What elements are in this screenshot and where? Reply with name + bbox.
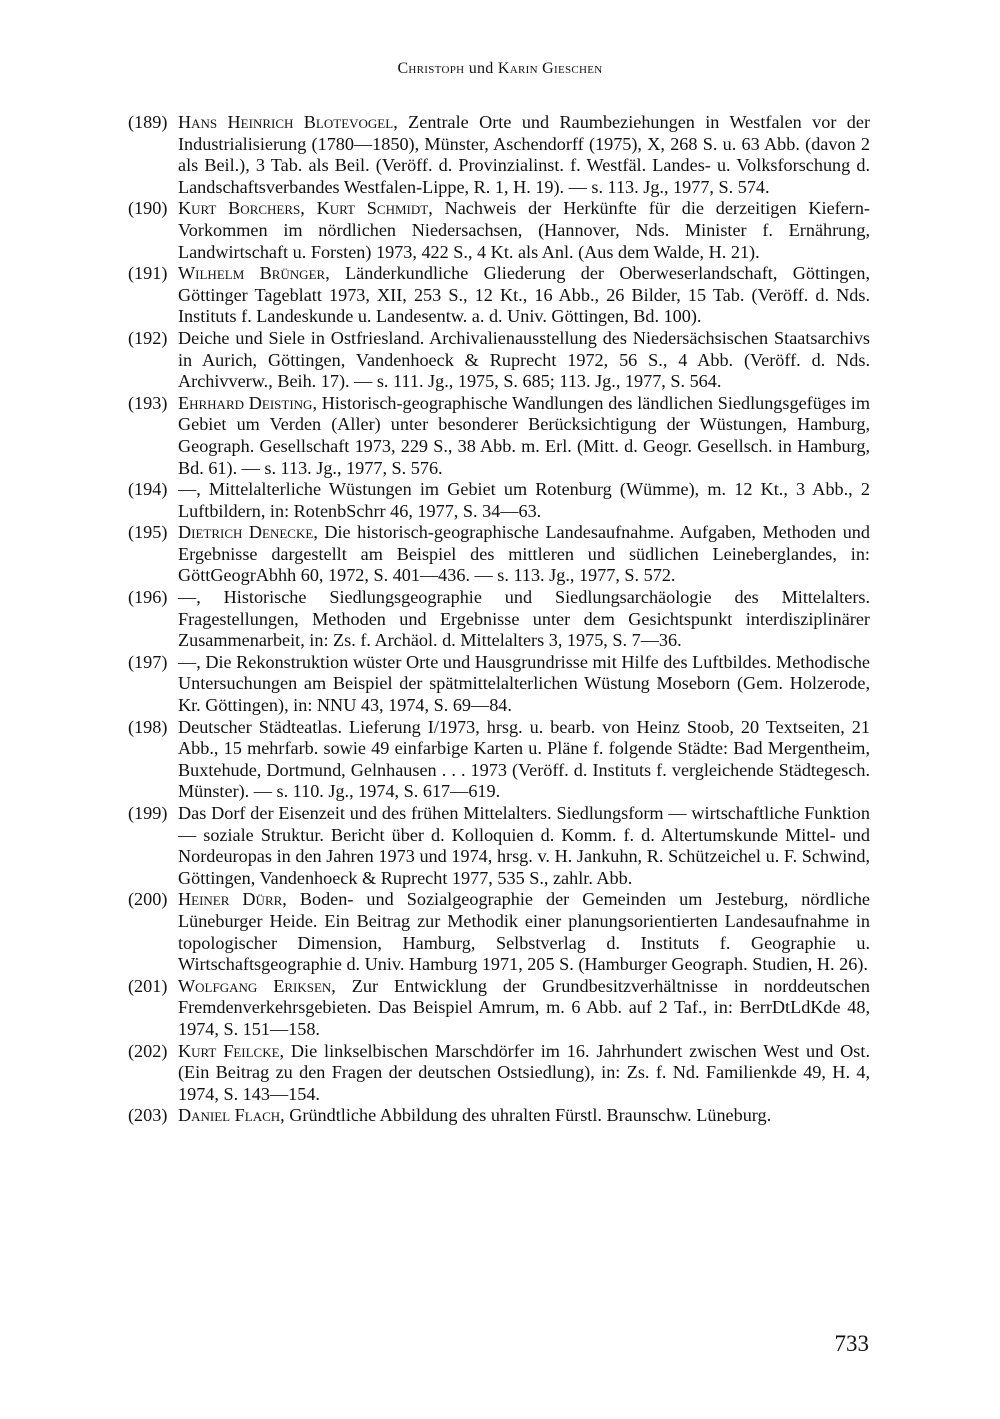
entry-body: , Zur Entwicklung der Grundbesitzverhältnisse in norddeutschen Fremdenverkehrsgebieten. Das Beispiel Amrum, m. 6 Abb. auf 2 Taf., in: BerrDtLdKde 48, 1974, S. 151—158. (178, 975, 870, 1039)
entry-body: —, Mittelalterliche Wüstungen im Gebiet um Rotenburg (Wümme), m. 12 Kt., 3 Abb., 2 Luftbildern, in: RotenbSchrr 46, 1977, S. 34—63. (178, 479, 870, 521)
entry-body: , Boden- und Sozialgeographie der Gemeinden um Jesteburg, nördliche Lüneburger Heide. Ein Beitrag zur Methodik einer planungsorientierten Landesaufnahme in topologischer Dimension, Hamburg, Selbstverlag d. Instituts f. Geographie u. Wirtschaftsgeographie d. Univ. Hamburg 1971, 205 S. (Hamburger Geograph. Studien, H. 26). (178, 889, 870, 975)
entry-body: —, Historische Siedlungsgeographie und Siedlungsarchäologie des Mittelalters. Fragestellungen, Methoden und Ergebnisse unter dem Gesichtspunkt interdisziplinärer Zusammenarbeit, in: Zs. f. Archäol. d. Mittelalters 3, 1975, S. 7—36. (178, 587, 870, 651)
entry-text (178, 1041, 870, 1106)
page-number: 733 (834, 1331, 869, 1356)
entry-body: Das Dorf der Eisenzeit und des frühen Mittelalters. Siedlungsform — wirtschaftliche Funktion — soziale Struktur. Bericht über d. Kolloquien d. Komm. f. d. Altertumskunde Mittel- und Nordeuropas in den Jahren 1973 und 1974, hrsg. v. H. Jankuhn, R. Schützeichel u. F. Schwind, Göttingen, Vandenhoeck & Ruprecht 1977, 535 S., zahlr. Abb. (178, 803, 870, 888)
entry-text (178, 889, 870, 975)
entry-number: (197) (128, 651, 168, 672)
entry-author: Ehrhard Deisting (178, 392, 313, 413)
bibliography-entry (128, 652, 870, 717)
entry-number: (198) (128, 716, 168, 737)
entry-body: , Die historisch-geographische Landesaufnahme. Aufgaben, Methoden und Ergebnisse dargestellt am Beispiel des mittleren und südlichen Leineberglandes, in: GöttGeogrAbhh 60, 1972, S. 401—436. — s. 113. Jg., 1977, S. 572. (178, 522, 870, 586)
bibliography-entry (128, 393, 870, 479)
entry-text (178, 263, 870, 328)
entry-body: , Zentrale Orte und Raumbeziehungen in Westfalen vor der Industrialisierung (1780—1850), Münster, Aschendorff (1975), X, 268 S. u. 63 Abb. (davon 2 als Beil.), 3 Tab. als Beil. (Veröff. d. Provinzialinst. f. Westfäl. Landes- u. Volksforschung d. Landschaftsverbandes Westfalen-Lippe, R. 1, H. 19). — s. 113. Jg., 1977, S. 574. (178, 112, 870, 197)
entry-body: Deiche und Siele in Ostfriesland. Archivalienausstellung des Niedersächsischen Staatsarchivs in Aurich, Göttingen, Vandenhoeck & Ruprecht 1972, 56 S., 4 Abb. (Veröff. d. Nds. Archivverw., Beih. 17). — s. 111. Jg., 1975, S. 685; 113. Jg., 1977, S. 564. (178, 327, 870, 392)
entry-number: (193) (128, 392, 168, 413)
entry-text (178, 803, 870, 889)
entry-author: Kurt Feilcke (178, 1040, 280, 1061)
entry-text (178, 522, 870, 587)
entry-text (178, 652, 870, 717)
running-head-author-2: Karin Gieschen (497, 60, 603, 77)
bibliography-entry (128, 803, 870, 889)
entry-body: , Nachweis der Herkünfte für die derzeitigen Kiefern-Vorkommen im nördlichen Niedersachsen, (Hannover, Nds. Minister f. Ernährung, Landwirtschaft u. Forsten) 1973, 422 S., 4 Kt. als Anl. (Aus dem Walde, H. 21). (178, 198, 870, 262)
entry-body: , Historisch-geographische Wandlungen des ländlichen Siedlungsgefüges im Gebiet um Verden (Aller) unter besonderer Berücksichtigung der Wüstungen, Hamburg, Geograph. Gesellschaft 1973, 229 S., 38 Abb. m. Erl. (Mitt. d. Geogr. Gesellsch. in Hamburg, Bd. 61). — s. 113. Jg., 1977, S. 576. (178, 392, 870, 478)
entry-author: Hans Heinrich Blotevogel (178, 112, 394, 132)
bibliography-entry (128, 1041, 870, 1106)
entry-number: (195) (128, 522, 168, 543)
entry-text (178, 717, 870, 803)
entry-number: (202) (128, 1040, 168, 1061)
bibliography-entry (128, 889, 870, 975)
entry-body: —, Die Rekonstruktion wüster Orte und Hausgrundrisse mit Hilfe des Luftbildes. Methodische Untersuchungen am Beispiel der spätmittelalterlichen Wüstung Moseborn (Gem. Holzerode, Kr. Göttingen), in: NNU 43, 1974, S. 69—84. (178, 651, 870, 716)
entry-number: (201) (128, 975, 168, 996)
entry-author: Daniel Flach (178, 1105, 281, 1126)
bibliography-entry (128, 717, 870, 803)
entry-text (178, 328, 870, 393)
entry-number: (200) (128, 889, 168, 910)
entry-text (178, 587, 870, 652)
entry-number: (189) (128, 112, 168, 132)
entry-author: Kurt Borchers, Kurt Schmidt (178, 198, 429, 219)
entry-number: (194) (128, 479, 168, 500)
bibliography-entry (128, 263, 870, 328)
running-head (0, 60, 1000, 78)
running-head-author-1: Christoph (397, 60, 465, 77)
entry-text (178, 976, 870, 1041)
entry-author: Heiner Dürr (178, 889, 283, 910)
entry-author: Wolfgang Eriksen (178, 975, 332, 996)
running-head-connector: und (464, 60, 498, 77)
bibliography-entry (128, 328, 870, 393)
entry-text (178, 198, 870, 263)
entry-text (178, 1105, 870, 1127)
entry-body: , Die linkselbischen Marschdörfer im 16. Jahrhundert zwischen West und Ost. (Ein Beitrag zu den Fragen der deutschen Ostsiedlung), in: Zs. f. Nd. Familienkde 49, H. 4, 1974, S. 143—154. (178, 1040, 870, 1104)
entry-body: , Länderkundliche Gliederung der Oberweserlandschaft, Göttingen, Göttinger Tageblatt 1973, XII, 253 S., 12 Kt., 16 Abb., 26 Bilder, 15 Tab. (Veröff. d. Nds. Instituts f. Landeskunde u. Landesentw. a. d. Univ. Göttingen, Bd. 100). (178, 263, 871, 327)
bibliography-list (128, 112, 870, 1127)
entry-text (178, 112, 870, 198)
bibliography-entry (128, 1105, 870, 1127)
entry-number: (203) (128, 1105, 168, 1126)
bibliography-entry (128, 112, 870, 198)
entry-number: (190) (128, 198, 168, 219)
entry-number: (191) (128, 263, 168, 284)
entry-body: , Gründtliche Abbildung des uhralten Fürstl. Braunschw. Lüneburg. (280, 1105, 772, 1126)
entry-number: (196) (128, 587, 168, 608)
bibliography-entry (128, 522, 870, 587)
entry-number: (192) (128, 327, 168, 348)
bibliography-entry (128, 479, 870, 522)
bibliography-entry (128, 198, 870, 263)
bibliography-entry (128, 976, 870, 1041)
bibliography-entry (128, 587, 870, 652)
entry-author: Dietrich Denecke (178, 522, 314, 543)
entry-author: Wilhelm Brünger (178, 263, 326, 284)
entry-body: Deutscher Städteatlas. Lieferung I/1973, hrsg. u. bearb. von Heinz Stoob, 20 Textseiten, 21 Abb., 15 mehrfarb. sowie 49 einfarbige Karten u. Pläne f. folgende Städte: Bad Mergentheim, Buxtehude, Dortmund, Gelnhausen . . . 1973 (Veröff. d. Instituts f. vergleichende Städtegesch. Münster). — s. 110. Jg., 1974, S. 617—619. (178, 716, 870, 802)
entry-text (178, 393, 870, 479)
entry-number: (199) (128, 803, 168, 823)
entry-text (178, 479, 870, 522)
